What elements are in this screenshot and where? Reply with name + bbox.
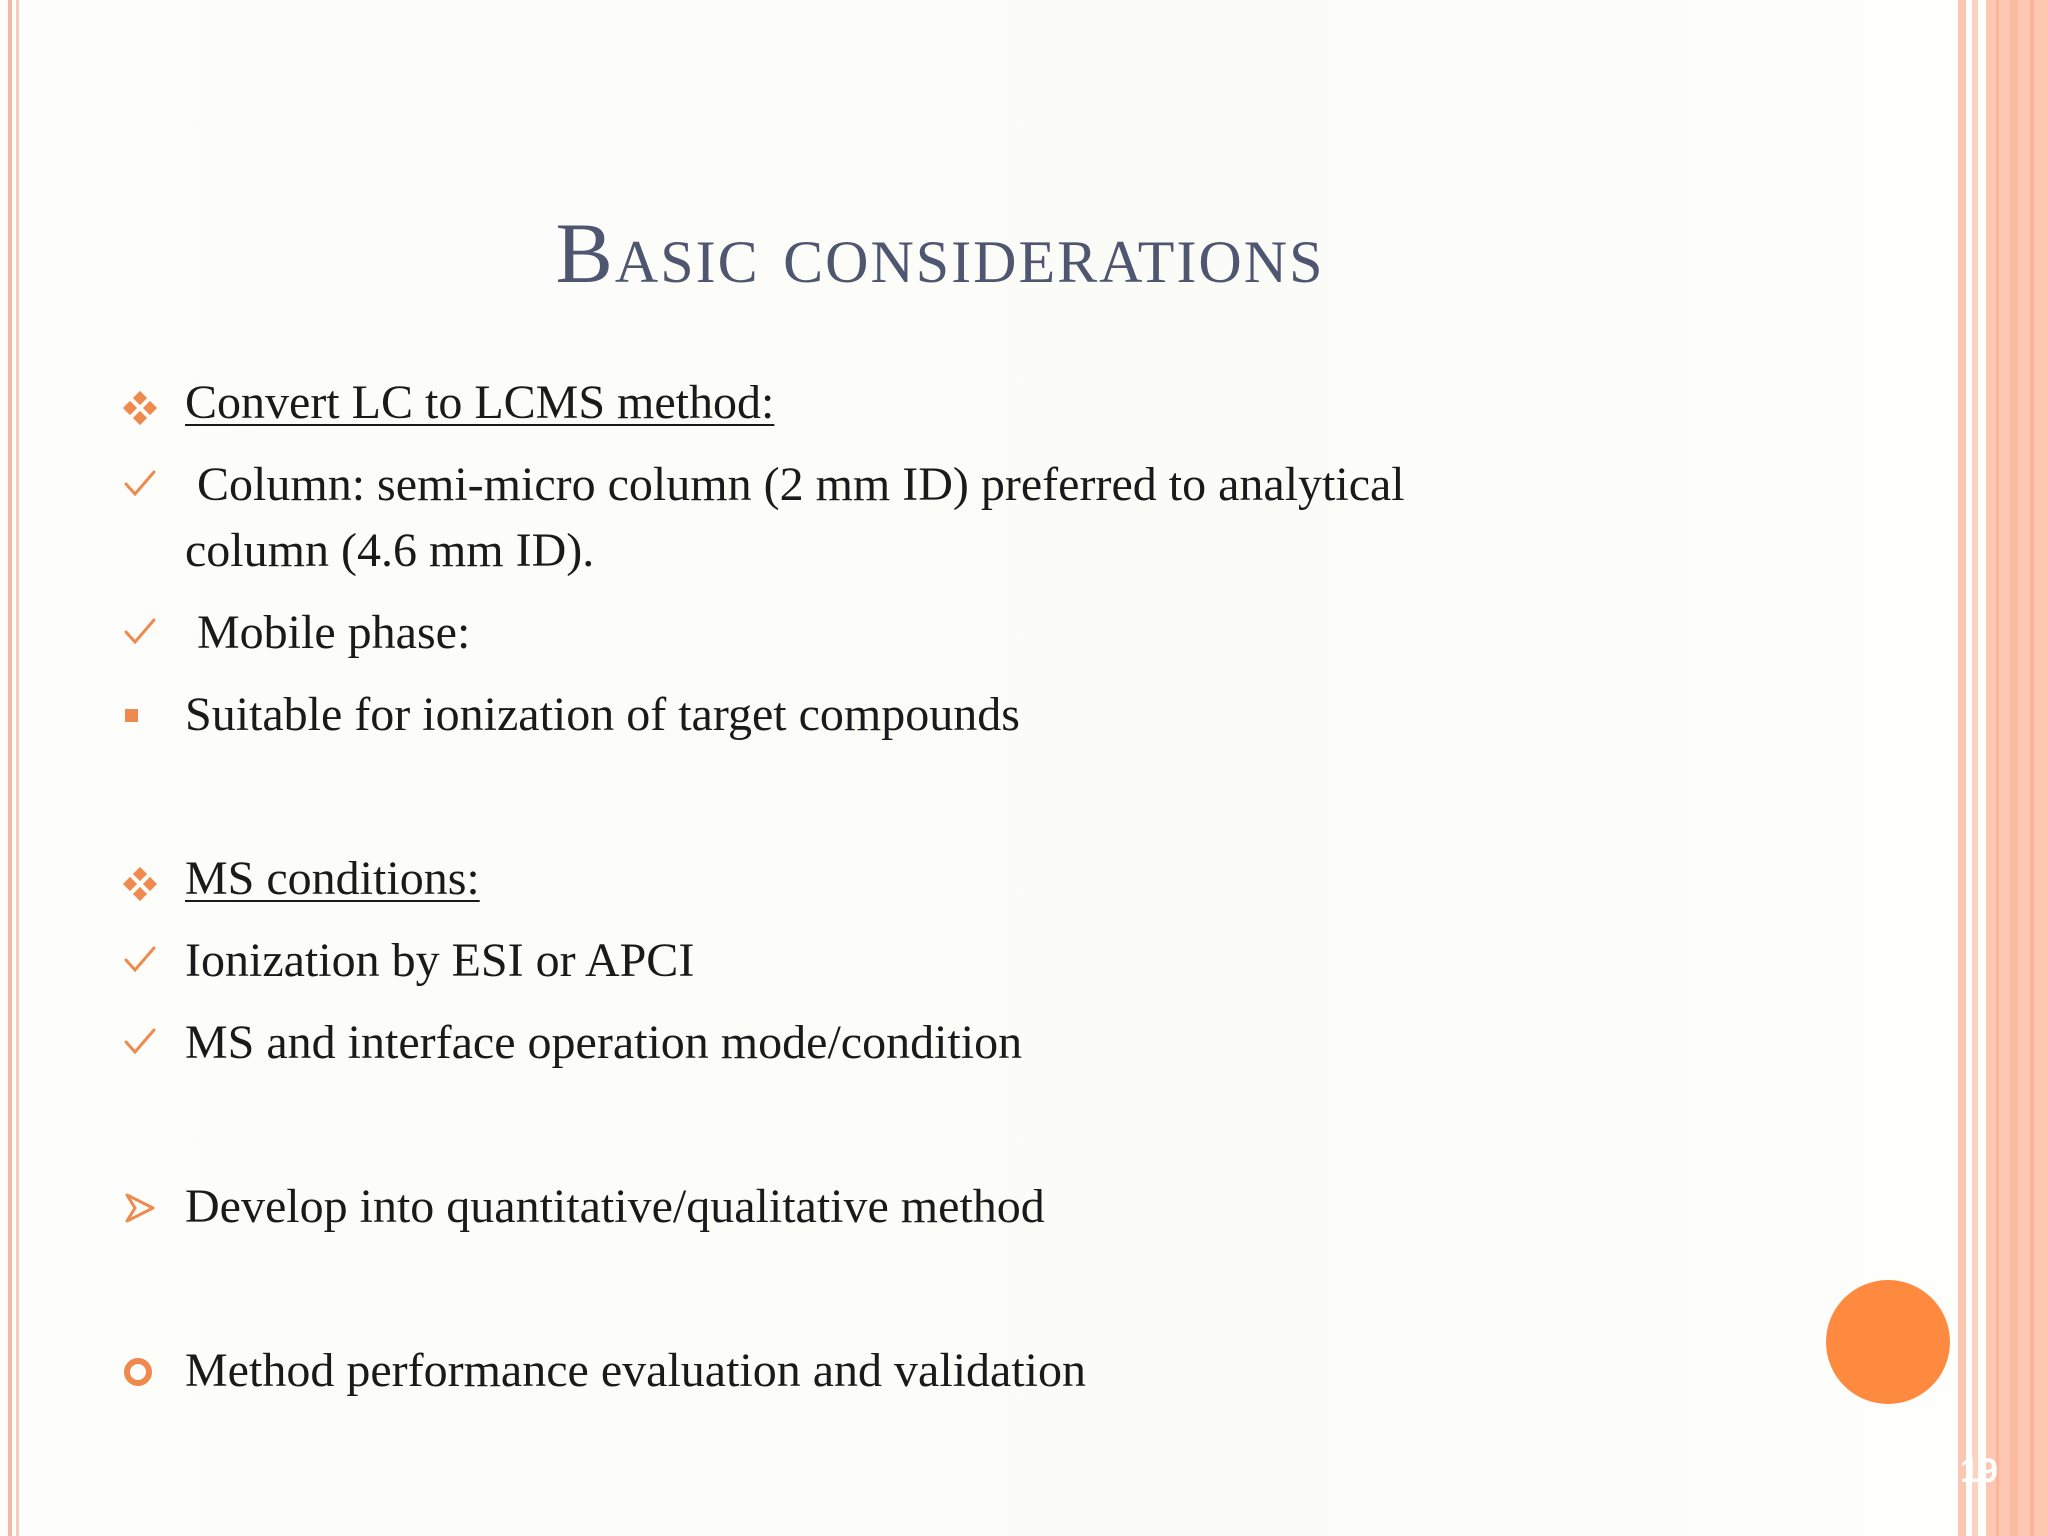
item-text: MS and interface operation mode/condition (185, 1016, 1023, 1069)
right-border-stripe (2030, 0, 2034, 1536)
checkmark-icon (122, 942, 162, 982)
ring-icon (122, 1354, 162, 1394)
decorative-circle (1826, 1280, 1950, 1404)
item-text: MS conditions: (185, 852, 480, 905)
checkmark-icon (122, 614, 162, 654)
checkmark-icon (122, 466, 162, 506)
item-text-line2: column (4.6 mm ID). (185, 524, 595, 577)
item-text: Method performance evaluation and validation (185, 1344, 1087, 1397)
checkmark-icon (122, 1024, 162, 1064)
item-text: Develop into quantitative/qualitative method (185, 1180, 1045, 1233)
item-text: Mobile phase: (185, 606, 471, 659)
square-icon (122, 706, 162, 746)
item-text: Ionization by ESI or APCI (185, 934, 695, 987)
diamond-4-icon (122, 390, 162, 430)
diamond-4-icon (122, 866, 162, 906)
right-border-stripe (2010, 0, 2018, 1536)
slide-title: Basic considerations (555, 205, 1325, 301)
right-border-stripe (1972, 0, 1978, 1536)
item-text: Convert LC to LCMS method: (185, 376, 775, 429)
page-number: 19 (1960, 1452, 1998, 1490)
arrowhead-icon (122, 1190, 162, 1230)
right-border-stripe (1958, 0, 1966, 1536)
item-text: Suitable for ionization of target compounds (185, 688, 1020, 741)
right-border-stripe (1996, 0, 1999, 1536)
item-text: Column: semi-micro column (2 mm ID) preferred to analytical (185, 458, 1405, 511)
